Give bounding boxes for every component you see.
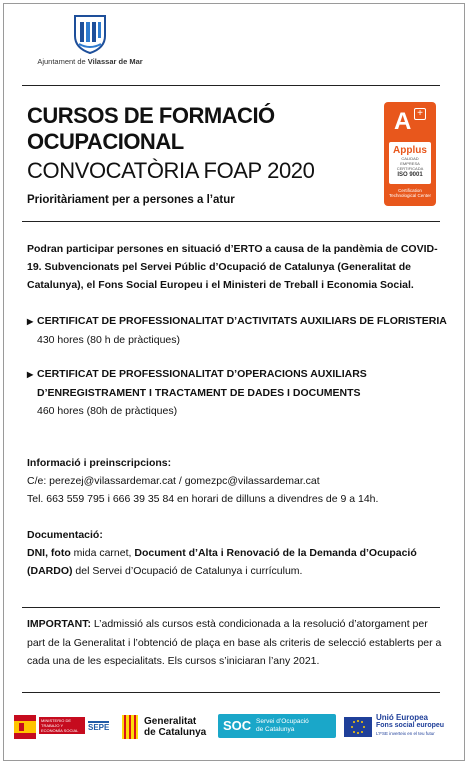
- arrow-right-icon: ▶: [27, 317, 34, 326]
- documentation-text: DNI, foto mida carnet, Document d’Alta i Renovació de la Demanda d’Ocupació (DARDO) del Servei d’Ocupació de Catalunya i currículum.: [27, 547, 417, 577]
- top-divider: [22, 85, 440, 86]
- important-notice: IMPORTANT: L’admissió als cursos està condicionada a la resolució d’atorgament per part de la Generalitat i l’obtenció de plaça en base als criteris de selecció establerts per a cada una de les especialitats. Els cursos s’iniciaran l’any 2021.: [27, 618, 442, 667]
- course-hours: 460 hores (80h de pràctiques): [37, 405, 178, 417]
- certification-panel: [389, 142, 431, 184]
- certification-caption-1: CALIDAD: [401, 156, 419, 161]
- spain-flag-icon: [14, 715, 36, 739]
- plus-icon: +: [414, 108, 426, 120]
- sepe-label: SEPE: [88, 723, 110, 732]
- certification-footer: Certification Technological Center: [388, 188, 432, 198]
- important-divider: [22, 607, 440, 608]
- applus-certification-badge: [384, 102, 436, 206]
- certification-grade: A: [394, 108, 412, 135]
- municipality-shield-icon: [73, 14, 107, 54]
- eu-flag-icon: [344, 717, 372, 737]
- certification-caption-2: EMPRESA CERTIFICADA: [396, 161, 424, 171]
- footer-divider: [22, 692, 440, 693]
- course-name: CERTIFICAT DE PROFESSIONALITAT D’ACTIVITATS AUXILIARS DE FLORISTERIA: [37, 315, 447, 327]
- contact-phones: Tel. 663 559 795 i 666 39 35 84 en horari de dilluns a divendres de 9 a 14h.: [27, 493, 379, 505]
- title-line-1: CURSOS DE FORMACIÓ: [27, 103, 275, 128]
- arrow-right-icon: ▶: [27, 370, 34, 379]
- info-section: [27, 454, 447, 508]
- contact-emails: C/e: perezej@vilassardemar.cat / gomezpc@vilassardemar.cat: [27, 475, 320, 487]
- course-hours: 430 hores (80 h de pràctiques): [37, 334, 181, 346]
- course-name-continued: D’ENREGISTRAMENT I TRACTAMENT DE DADES I DOCUMENTS: [37, 387, 361, 399]
- soc-logo: [218, 714, 336, 740]
- ministry-logo: [14, 714, 114, 740]
- documentation-section: [27, 526, 447, 580]
- title-divider: [22, 221, 440, 222]
- municipality-name: Ajuntament de Vilassar de Mar: [37, 57, 143, 66]
- title-line-2: OCUPACIONAL: [27, 129, 184, 154]
- course-item-operacions: [27, 365, 367, 420]
- title-line-3: CONVOCATÒRIA FOAP 2020: [27, 158, 315, 183]
- course-name: CERTIFICAT DE PROFESSIONALITAT D’OPERACIONS AUXILIARS: [37, 368, 367, 380]
- generalitat-logo: [122, 714, 222, 740]
- certification-standard: ISO 9001: [397, 172, 423, 178]
- certification-brand: Applus: [393, 145, 427, 156]
- eu-name: Unió Europea Fons social europeu L’FSE inverteix en el teu futur: [376, 713, 445, 736]
- intro-paragraph: Podran participar persones en situació d’ERTO a causa de la pandèmia de COVID-19. Subvencionats pel Servei Públic d’Ocupació de Catalunya (Generalitat de Catalunya), el Fons Social Europeu i el Ministeri de Treball i Economia Social.: [27, 243, 438, 291]
- ministry-name: MINISTERIO DE TRABAJO Y ECONOMÍA SOCIAL: [39, 717, 85, 734]
- eu-logo: [344, 714, 454, 740]
- soc-abbreviation: SOC: [223, 718, 252, 733]
- course-item-floristeria: [27, 312, 447, 349]
- info-heading: Informació i preinscripcions:: [27, 457, 172, 469]
- soc-name: Servei d’Ocupació de Catalunya: [256, 718, 309, 733]
- senyera-icon: [122, 715, 138, 739]
- subtitle: Prioritàriament per a persones a l’atur: [27, 194, 235, 206]
- sponsor-logos: [14, 714, 454, 742]
- municipality-logo: [30, 14, 150, 66]
- documentation-heading: Documentació:: [27, 529, 103, 541]
- generalitat-name: Generalitat de Catalunya: [144, 716, 207, 738]
